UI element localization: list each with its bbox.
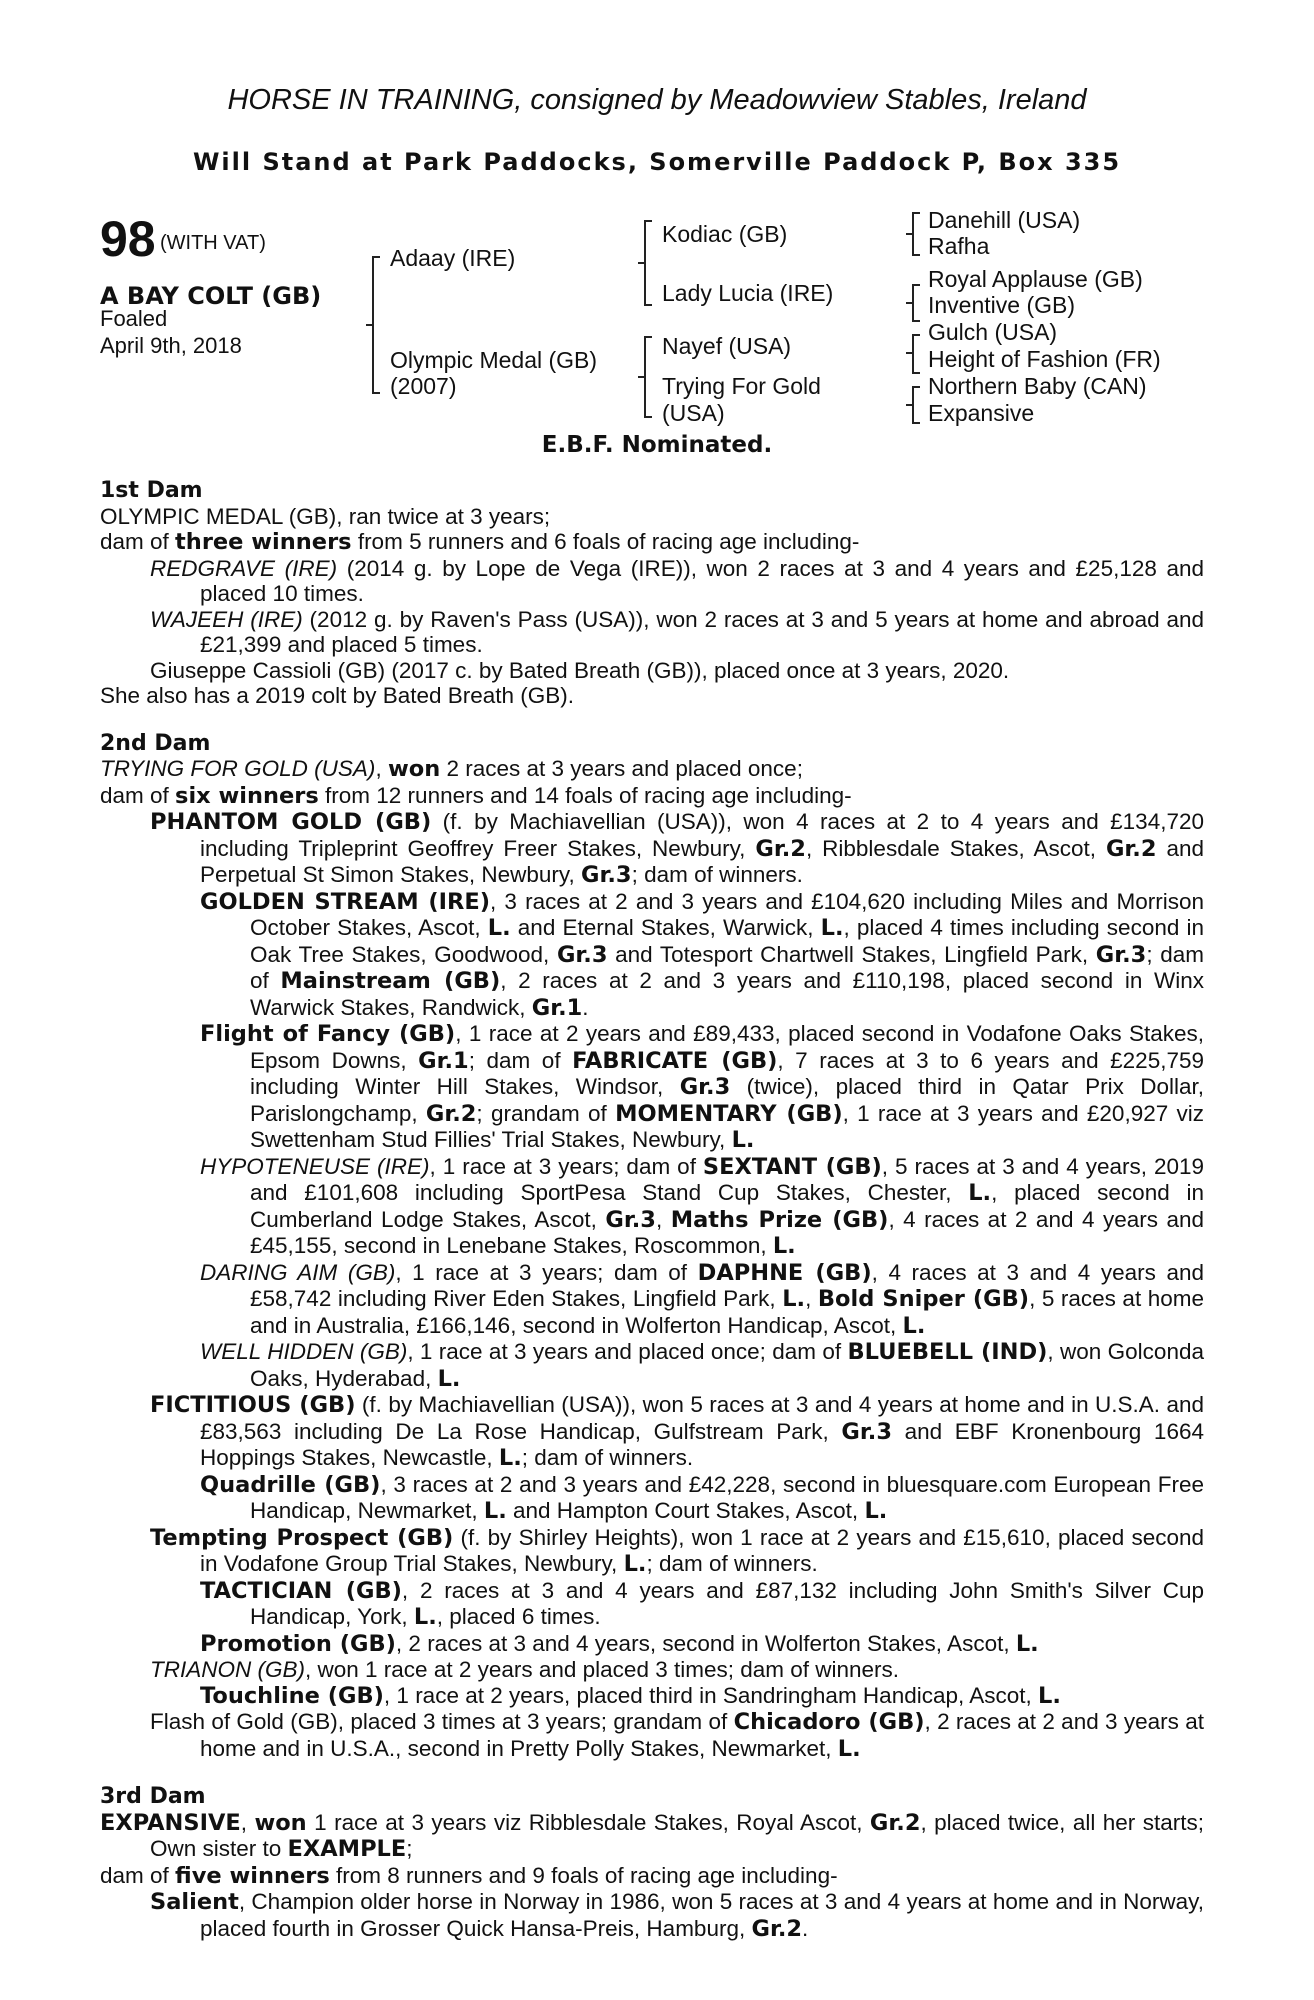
- text-run: FABRICATE (GB): [572, 1047, 778, 1074]
- lot-number: 98: [100, 211, 156, 267]
- text-run: , 1 race at 3 years; dam of: [395, 1259, 698, 1285]
- text-run: six winners: [175, 782, 319, 809]
- pedigree-brace-mid: [638, 376, 646, 378]
- progeny-entry: [100, 1889, 1204, 1942]
- pedigree-brace-mid: [906, 404, 914, 406]
- text-run: Gr.1: [418, 1047, 469, 1074]
- foaled-date: April 9th, 2018: [100, 333, 242, 358]
- dam-produce-summary: [100, 529, 1204, 556]
- text-run: ; dam of winners.: [631, 862, 803, 887]
- text-run: BLUEBELL (IND): [847, 1339, 1048, 1365]
- progeny-entry: [100, 889, 1204, 1022]
- text-run: , Ribblesdale Stakes, Ascot,: [805, 835, 1106, 861]
- text-run: L.: [820, 915, 844, 941]
- text-run: Gr.2: [751, 1915, 803, 1942]
- dam-produce-summary: [100, 1863, 1204, 1890]
- text-run: Gr.2: [425, 1100, 477, 1127]
- text-run: L.: [782, 1286, 806, 1312]
- text-run: and Hampton Court Stakes, Ascot,: [506, 1498, 865, 1523]
- text-run: and Perpetual St Simon Stakes, Newbury,: [200, 835, 1204, 887]
- text-run: ,: [375, 756, 388, 781]
- text-run: ,: [805, 1286, 818, 1311]
- text-run: five winners: [175, 1862, 330, 1889]
- text-run: Flight of Fancy (GB): [200, 1021, 456, 1047]
- text-run: , 4 races at 3 and 4 years and £58,742 including River Eden Stakes, Lingfield Park,: [250, 1259, 1204, 1311]
- text-run: Gr.3: [556, 941, 608, 968]
- text-run: ,: [655, 1206, 671, 1232]
- text-run: ; dam of: [250, 941, 1204, 993]
- text-run: and Totesport Chartwell Stakes, Lingfield Park,: [607, 941, 1096, 967]
- text-run: (2012 g. by Raven's Pass (USA)), won 2 races at 3 and 5 years at home and abroad and £21,399 and placed 5 times.: [200, 606, 1204, 657]
- text-run: L.: [487, 915, 511, 941]
- text-run: won: [254, 1809, 307, 1836]
- text-run: L.: [1015, 1630, 1039, 1657]
- text-run: (f. by Shirley Heights), won 1 race at 2 years and £15,610, placed second in Vodafone Group Trial Stakes, Newbury,: [200, 1524, 1205, 1576]
- text-run: , 2 races at 3 and 4 years, second in Wolferton Stakes, Ascot,: [395, 1630, 1016, 1656]
- progeny-entry: [100, 1525, 1204, 1578]
- text-run: L.: [902, 1312, 926, 1339]
- text-run: PHANTOM GOLD (GB): [150, 809, 432, 835]
- text-run: Promotion (GB): [200, 1630, 396, 1657]
- text-run: L.: [864, 1498, 888, 1524]
- text-run: , 7 races at 3 to 6 years and £225,759 including Winter Hill Stakes, Windsor,: [250, 1047, 1205, 1099]
- text-run: Tempting Prospect (GB): [150, 1524, 454, 1551]
- second-dam-heading: 2nd Dam: [100, 730, 211, 756]
- dam-summary: [100, 1810, 1204, 1863]
- text-run: GOLDEN STREAM (IRE): [200, 888, 490, 915]
- text-run: and Eternal Stakes, Warwick,: [510, 915, 821, 940]
- text-run: TRIANON (GB): [150, 1657, 305, 1682]
- dam-summary: [100, 756, 1204, 783]
- text-run: OLYMPIC MEDAL (GB), ran twice at 3 years;: [100, 503, 551, 529]
- text-run: SEXTANT (GB): [702, 1153, 882, 1180]
- text-run: DAPHNE (GB): [697, 1259, 872, 1286]
- text-run: EXPANSIVE: [100, 1809, 241, 1836]
- text-run: .: [582, 994, 589, 1020]
- dam-year: (2007): [390, 373, 457, 399]
- text-run: Gr.2: [869, 1809, 921, 1836]
- text-run: ,: [240, 1809, 255, 1835]
- pedigree-brace-mid: [638, 262, 646, 264]
- text-run: , 5 races at 3 and 4 years, 2019 and £101,608 including SportPesa Stand Cup Stakes, Chester,: [250, 1153, 1205, 1205]
- text-run: ; dam of winners.: [521, 1445, 694, 1470]
- vat-note: (WITH VAT): [160, 232, 266, 254]
- dam: Olympic Medal (GB): [390, 347, 598, 373]
- text-run: Chicadoro (GB): [733, 1709, 925, 1735]
- pedigree-brace-mid: [366, 324, 374, 326]
- progeny-entry: [100, 1260, 1204, 1340]
- progeny-entry: [100, 658, 1204, 684]
- text-run: Giuseppe Cassioli (GB) (2017 c. by Bated Breath (GB)), placed once at 3 years, 2020.: [150, 657, 1010, 683]
- progeny-entry: [100, 1472, 1204, 1525]
- text-run: L.: [837, 1735, 861, 1762]
- text-run: L.: [498, 1445, 522, 1471]
- foaled-label: Foaled: [100, 306, 168, 331]
- text-run: Bold Sniper (GB): [817, 1286, 1030, 1312]
- text-run: ;: [406, 1836, 413, 1861]
- text-run: L.: [623, 1551, 647, 1577]
- text-run: L.: [731, 1127, 755, 1153]
- text-run: ; grandam of: [476, 1100, 616, 1126]
- ancestor-6: Height of Fashion (FR): [928, 346, 1161, 372]
- text-run: Gr.3: [841, 1418, 892, 1445]
- lot-description: A BAY COLT (GB): [100, 282, 322, 310]
- text-run: , placed 4 times including second in Oak Tree Stakes, Goodwood,: [250, 915, 1205, 967]
- progeny-entry: [100, 1683, 1204, 1710]
- text-run: ; dam of winners.: [646, 1551, 818, 1576]
- pedigree-brace: [912, 334, 914, 374]
- text-run: Gr.2: [755, 835, 806, 862]
- text-run: from 8 runners and 9 foals of racing age including-: [329, 1862, 838, 1888]
- text-run: , 3 races at 2 and 3 years and £104,620 including Miles and Morrison October Stakes, Ascot,: [250, 888, 1204, 940]
- text-run: , 2 races at 2 and 3 years at home and in U.S.A., second in Pretty Polly Stakes, Newmarket,: [200, 1709, 1204, 1761]
- text-run: , 1 race at 2 years, placed third in Sandringham Handicap, Ascot,: [383, 1682, 1039, 1708]
- text-run: (f. by Machiavellian (USA)), won 4 races at 2 to 4 years and £134,720 including Tripleprint Geoffrey Freer Stakes, Newbury,: [200, 809, 1204, 861]
- text-run: TACTICIAN (GB): [200, 1577, 402, 1604]
- text-run: TRYING FOR GOLD (USA): [100, 756, 376, 781]
- ebf-nomination: E.B.F. Nominated.: [541, 432, 773, 458]
- pedigree-brace-mid: [906, 233, 914, 235]
- text-run: , placed 6 times.: [436, 1604, 601, 1629]
- sire: Adaay (IRE): [390, 245, 516, 271]
- pedigree-brace-mid: [906, 352, 914, 354]
- progeny-entry: [100, 1578, 1204, 1631]
- progeny-entry: [100, 1657, 1204, 1683]
- text-run: Flash of Gold (GB), placed 3 times at 3 years; grandam of: [150, 1709, 734, 1734]
- ancestor-8: Expansive: [928, 400, 1035, 426]
- page-header: HORSE IN TRAINING, consigned by Meadowview Stables, Ireland: [227, 84, 1087, 116]
- ancestor-5: Gulch (USA): [928, 319, 1058, 345]
- text-run: L.: [413, 1604, 437, 1630]
- text-run: from 12 runners and 14 foals of racing age including-: [318, 782, 852, 808]
- text-run: dam of: [100, 782, 176, 808]
- progeny-entry: [100, 1709, 1204, 1762]
- text-run: Gr.3: [605, 1206, 656, 1233]
- text-run: ; dam of: [468, 1047, 573, 1073]
- text-run: , 2 races at 3 and 4 years and £87,132 including John Smith's Silver Cup Handicap, York,: [250, 1577, 1204, 1629]
- text-run: dam of: [100, 1862, 176, 1888]
- text-run: (f. by Machiavellian (USA)), won 5 races at 3 and 4 years at home and in U.S.A. and £83,563 including De La Rose Handicap, Gulfstream Park,: [200, 1392, 1204, 1444]
- text-run: HYPOTENEUSE (IRE): [200, 1153, 430, 1179]
- text-run: , 4 races at 2 and 4 years and £45,155, second in Lenebane Stakes, Roscommon,: [250, 1206, 1204, 1258]
- text-run: Gr.1: [531, 994, 583, 1021]
- text-run: from 5 runners and 6 foals of racing age including-: [351, 529, 860, 554]
- text-run: dam of: [100, 529, 176, 554]
- text-run: three winners: [175, 529, 352, 555]
- text-run: Mainstream (GB): [280, 968, 501, 994]
- text-run: , 1 race at 2 years and £89,433, placed second in Vodafone Oaks Stakes, Epsom Downs,: [250, 1021, 1204, 1073]
- sire-sire: Kodiac (GB): [662, 221, 788, 247]
- stand-location: Will Stand at Park Paddocks, Somerville Paddock P, Box 335: [192, 148, 1122, 176]
- ancestor-4: Inventive (GB): [928, 292, 1075, 318]
- text-run: , 1 race at 3 years and placed once; dam of: [407, 1339, 848, 1364]
- text-run: , Champion older horse in Norway in 1986, won 5 races at 3 and 4 years at home and in Norway, placed fourth in Grosser Quick Hansa-Preis, Hamburg,: [200, 1889, 1204, 1941]
- text-run: , 1 race at 3 years and £20,927 viz Swettenham Stud Fillies' Trial Stakes, Newbury,: [250, 1100, 1205, 1152]
- progeny-entry: [100, 1021, 1204, 1154]
- ancestor-2: Rafha: [928, 233, 990, 259]
- text-run: (2014 g. by Lope de Vega (IRE)), won 2 races at 3 and 4 years and £25,128 and placed 10 times.: [200, 555, 1205, 606]
- text-run: Maths Prize (GB): [670, 1206, 889, 1233]
- text-run: Gr.3: [1095, 941, 1147, 968]
- text-run: won: [387, 756, 441, 782]
- text-run: Gr.2: [1105, 835, 1157, 862]
- text-run: and EBF Kronenbourg 1664 Hoppings Stakes, Newcastle,: [200, 1418, 1204, 1470]
- text-run: EXAMPLE: [287, 1836, 407, 1862]
- dam-dam-country: (USA): [662, 400, 725, 426]
- text-run: REDGRAVE (IRE): [150, 555, 338, 581]
- text-run: .: [802, 1915, 809, 1941]
- text-run: , 5 races at home and in Australia, £166,146, second in Wolferton Handicap, Ascot,: [250, 1286, 1204, 1338]
- text-run: , 1 race at 3 years; dam of: [429, 1153, 703, 1179]
- text-run: , 3 races at 2 and 3 years and £42,228, second in bluesquare.com European Free Handicap, Newmarket,: [250, 1471, 1204, 1523]
- progeny-entry: [100, 1339, 1204, 1392]
- ancestor-1: Danehill (USA): [928, 207, 1081, 233]
- text-run: She also has a 2019 colt by Bated Breath (GB).: [100, 683, 575, 708]
- progeny-entry: [100, 607, 1204, 658]
- progeny-entry: [100, 1154, 1204, 1260]
- text-run: L.: [1038, 1682, 1061, 1709]
- text-run: FICTITIOUS (GB): [150, 1392, 356, 1418]
- text-run: 2 races at 3 years and placed once;: [440, 756, 803, 781]
- sire-dam: Lady Lucia (IRE): [662, 280, 834, 306]
- third-dam-heading: 3rd Dam: [100, 1784, 206, 1809]
- text-run: Gr.3: [581, 862, 632, 888]
- dam-produce-summary: [100, 783, 1204, 810]
- first-dam-heading: 1st Dam: [100, 478, 203, 503]
- text-run: L.: [437, 1365, 461, 1392]
- text-run: 1 race at 3 years viz Ribblesdale Stakes, Royal Ascot,: [306, 1809, 870, 1835]
- text-run: WELL HIDDEN (GB): [200, 1339, 408, 1364]
- catalogue-body: [100, 478, 1204, 1942]
- progeny-entry: [100, 1631, 1204, 1658]
- text-run: Touchline (GB): [200, 1682, 384, 1709]
- text-run: DARING AIM (GB): [200, 1259, 396, 1285]
- dam-dam: Trying For Gold: [662, 373, 821, 399]
- text-run: MOMENTARY (GB): [615, 1100, 843, 1127]
- progeny-entry: [100, 556, 1204, 607]
- text-run: Quadrille (GB): [200, 1471, 381, 1498]
- progeny-entry: [100, 809, 1204, 889]
- dam-summary: [100, 504, 1204, 530]
- produce-note: [100, 683, 1204, 709]
- text-run: , placed second in Cumberland Lodge Stakes, Ascot,: [250, 1180, 1204, 1232]
- text-run: L.: [483, 1498, 507, 1524]
- text-run: (twice), placed third in Qatar Prix Dollar, Parislongchamp,: [250, 1074, 1204, 1126]
- ancestor-7: Northern Baby (CAN): [928, 373, 1147, 399]
- text-run: , won 1 race at 2 years and placed 3 times; dam of winners.: [305, 1657, 900, 1682]
- pedigree-brace-mid: [906, 302, 914, 304]
- progeny-entry: [100, 1392, 1204, 1472]
- text-run: Salient: [150, 1889, 239, 1915]
- text-run: L.: [772, 1233, 796, 1259]
- ancestor-3: Royal Applause (GB): [928, 266, 1143, 292]
- text-run: , 2 races at 2 and 3 years and £110,198, placed second in Winx Warwick Stakes, Randwick,: [250, 968, 1204, 1020]
- dam-sire: Nayef (USA): [662, 333, 792, 359]
- text-run: L.: [968, 1180, 992, 1206]
- text-run: , won Golconda Oaks, Hyderabad,: [250, 1339, 1204, 1391]
- text-run: WAJEEH (IRE): [150, 606, 303, 632]
- text-run: Gr.3: [679, 1074, 731, 1100]
- text-run: , placed twice, all her starts; Own sister to: [150, 1809, 1204, 1861]
